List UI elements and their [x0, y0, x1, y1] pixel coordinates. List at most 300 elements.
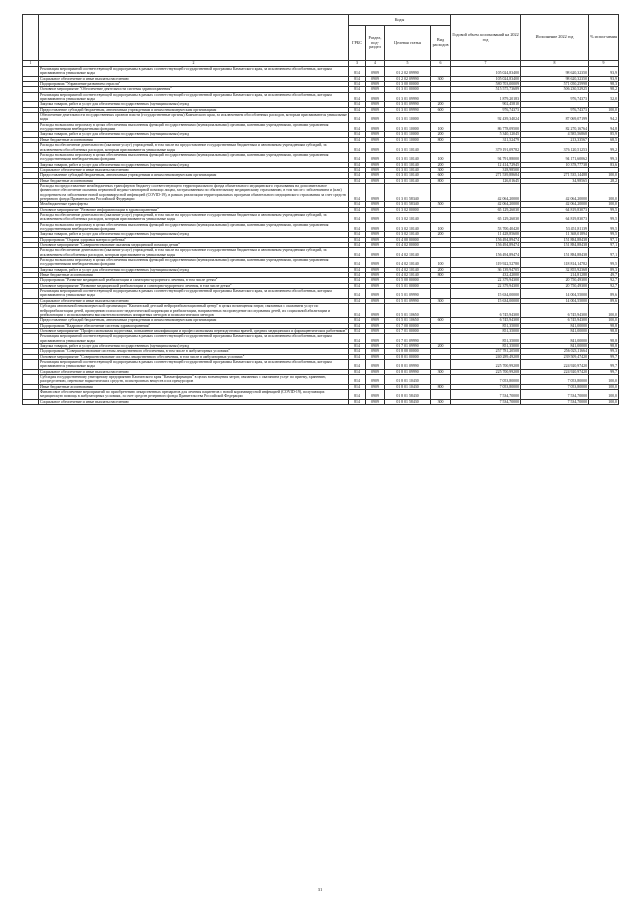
cell-plan: 105 024,83400	[451, 67, 521, 77]
cell-rz: 0909	[366, 289, 385, 299]
cell-name: Социальное обеспечение и иные выплаты населению	[39, 298, 349, 303]
cell-vr: 600	[431, 107, 451, 112]
row-number-cell	[23, 248, 39, 258]
column-number: 9	[589, 61, 619, 67]
cell-rz: 0909	[366, 132, 385, 137]
cell-pct: 99,7	[589, 354, 619, 359]
cell-plan: 11 428,85600	[451, 232, 521, 237]
cell-name: Подпрограмма "Развитие медицинской реабилитации и санаторно-курортного лечения, в том числе детям"	[39, 278, 349, 283]
row-number-cell	[23, 222, 39, 232]
cell-name: Субсидия государственному унитарному предприятию Камчатского края "Камчатфармация" в целях возмещения затрат, связанных с оказанием услуг по приему, хранению, распределению, перевозке наркотических средств, психотропных веществ и их прекурсоров	[39, 374, 349, 384]
cell-plan: 7 534,70000	[451, 399, 521, 404]
cell-vr: 100	[431, 222, 451, 232]
cell-pct: 28,2	[589, 178, 619, 183]
cell-plan: 851,35000	[451, 343, 521, 348]
column-number: 8	[521, 61, 589, 67]
cell-rz: 0909	[366, 258, 385, 268]
cell-cs: 01 3 01 10140	[385, 162, 431, 167]
cell-rz: 0909	[366, 283, 385, 288]
cell-plan: 126,01645	[451, 178, 521, 183]
column-number: 3	[349, 61, 366, 67]
cell-rz: 0909	[366, 359, 385, 369]
row-number-cell	[23, 143, 39, 153]
cell-plan: 86 778,09500	[451, 122, 521, 132]
cell-cs: 01 3 01 00000	[385, 87, 431, 92]
cell-plan: 432,42000	[451, 273, 521, 278]
cell-name: Реализация мероприятий соответствующей подпрограммы в рамках соответствующей государственной программы Камчатского края, за исключением обособленных, которым присваиваются уникальные коды	[39, 359, 349, 369]
cell-vr	[431, 374, 451, 384]
cell-fact: 151 884,88438	[521, 248, 589, 258]
table-row	[23, 67, 619, 77]
cell-grbs: 814	[349, 107, 366, 112]
cell-name: Межбюджетные трансферты	[39, 202, 349, 207]
cell-grbs: 814	[349, 289, 366, 299]
header-blank-name	[39, 15, 349, 61]
cell-grbs: 814	[349, 323, 366, 328]
cell-name: Социальное обеспечение и иные выплаты населению	[39, 399, 349, 404]
table-row	[23, 248, 619, 258]
cell-fact: 53 451,81139	[521, 222, 589, 232]
cell-plan: 7 534,70000	[451, 390, 521, 400]
cell-cs: 01 5 01 09990	[385, 298, 431, 303]
cell-name: Обеспечение деятельности государственных органов власти (государственные органы) Камчатского края, за исключением обособленных расходов, которым присваиваются уникальные коды	[40, 113, 347, 122]
table-row	[23, 304, 619, 318]
cell-name: Основное мероприятие "Совершенствование оказания медицинской помощи детям"	[39, 243, 349, 248]
cell-name: Предоставление субсидий бюджетным, автономным учреждениям и иным некоммерческим организациям	[39, 318, 349, 323]
cell-grbs: 814	[349, 384, 366, 389]
cell-plan: 7 053,80000	[451, 374, 521, 384]
cell-vr	[431, 334, 451, 344]
cell-name: Расходы на обеспечение деятельности (оказание услуг) учреждений, в том числе на предоставление государственным бюджетным и автономным учреждениям субсидий, за исключением обособленных расходов, которым присваиваются уникальные коды	[39, 143, 349, 153]
cell-pct: 99,7	[589, 359, 619, 369]
cell-plan: 379 191,09782	[451, 143, 521, 153]
cell-grbs: 814	[349, 92, 366, 102]
cell-rz: 0909	[366, 334, 385, 344]
cell-plan: 15 634,00000	[451, 298, 521, 303]
cell-cs: 01 3 01 10140	[385, 178, 431, 183]
cell-fact: 841,00000	[521, 334, 589, 344]
cell-vr	[431, 289, 451, 299]
cell-plan: 42 064,20000	[451, 202, 521, 207]
cell-cs: 01 3 01 09990	[385, 92, 431, 102]
cell-fact: 376 120,51253	[521, 143, 589, 153]
cell-rz: 0909	[366, 267, 385, 272]
header-grbs: ГРБС	[349, 26, 366, 61]
cell-fact: 34,98565	[521, 178, 589, 183]
cell-vr: 100	[431, 152, 451, 162]
cell-rz: 0909	[366, 173, 385, 178]
column-number: 7	[451, 61, 521, 67]
cell-plan: 156 494,89474	[451, 243, 521, 248]
cell-cs: 01 5 01 10650	[385, 318, 431, 323]
cell-grbs: 814	[349, 87, 366, 92]
header-codes: Коды	[349, 15, 451, 26]
cell-name: Основное мероприятие "Развитие информатизации в здравоохранении"	[39, 207, 349, 212]
cell-rz: 0909	[366, 369, 385, 374]
cell-pct: 98,8	[589, 323, 619, 328]
cell-pct: 100,0	[589, 107, 619, 112]
cell-pct: 89,6	[589, 289, 619, 299]
cell-grbs: 814	[349, 248, 366, 258]
cell-pct: 98,8	[589, 328, 619, 333]
cell-plan: 6 745,94300	[451, 318, 521, 323]
cell-vr: 800	[431, 384, 451, 389]
cell-pct: 100,0	[589, 202, 619, 207]
cell-vr: 600	[431, 318, 451, 323]
table-row	[23, 399, 619, 404]
cell-plan: 851,35000	[451, 323, 521, 328]
cell-pct: 99,2	[589, 143, 619, 153]
header-vid: Вид расходов	[431, 26, 451, 61]
cell-cs: 01 8 01 09990	[385, 359, 431, 369]
cell-cs: 01 3 01 10000	[385, 113, 431, 123]
page-number: 31	[317, 887, 323, 892]
cell-rz: 0909	[366, 278, 385, 283]
cell-rz: 0909	[366, 399, 385, 404]
cell-pct: 99,3	[589, 349, 619, 354]
cell-cs: 01 2 02 09990	[385, 76, 431, 81]
row-number-cell	[23, 67, 39, 77]
cell-name: Финансовое обеспечение мероприятий по приобретению лекарственных препаратов для лечения пациентов с новой коронавирусной инфекцией (COVID-19), получающих медицинскую помощь в амбулаторных условиях, за счет средств резервного фонда Правительства Российской Федерации	[39, 390, 349, 400]
cell-name: Реализация мероприятий соответствующей подпрограммы в рамках соответствующей государственной программы Камчатского края, за исключением обособленных, которым присваиваются уникальные коды	[39, 92, 349, 102]
header-razdel: Раздел, под-раздел	[366, 26, 385, 61]
header-blank-num	[23, 15, 39, 61]
budget-table	[22, 14, 619, 405]
cell-pct: 99,5	[589, 232, 619, 237]
cell-vr: 200	[431, 267, 451, 272]
cell-grbs: 814	[349, 76, 366, 81]
cell-rz: 0909	[366, 178, 385, 183]
cell-pct: 94,8	[589, 122, 619, 132]
cell-cs: 01 4 00 00000	[385, 237, 431, 242]
row-number-cell	[23, 212, 39, 222]
cell-pct: 98,3	[589, 82, 619, 87]
cell-rz: 0909	[366, 87, 385, 92]
cell-name: Закупка товаров, работ и услуг для обеспечения государственных (муниципальных) нужд	[39, 232, 349, 237]
cell-plan: 271 539,88684	[451, 173, 521, 178]
cell-grbs: 814	[349, 354, 366, 359]
cell-vr: 800	[431, 137, 451, 142]
cell-pct: 100,0	[589, 374, 619, 384]
cell-cs: 01 3 02 10140	[385, 232, 431, 237]
cell-fact: 118 814,14782	[521, 258, 589, 268]
cell-rz: 0909	[366, 384, 385, 389]
cell-fact: 6 745,94300	[521, 304, 589, 318]
cell-rz: 0909	[366, 113, 385, 123]
cell-plan: 65 129,26030	[451, 212, 521, 222]
cell-cs: 01 7 01 00000	[385, 328, 431, 333]
cell-name: Расходы на выплаты персоналу в целях обеспечения выполнения функций государственными (муниципальными) органами, казенными учреждениями, органами управления государственными внебюджетными фондами	[39, 122, 349, 132]
cell-rz: 0909	[366, 323, 385, 328]
cell-pct: 97,1	[589, 248, 619, 258]
cell-fact: 64 819,83073	[521, 212, 589, 222]
table-row	[23, 113, 619, 123]
cell-name: Реализация мероприятий соответствующей подпрограммы в рамках соответствующей государственной программы Камчатского края, за исключением обособленных, которым присваиваются уникальные коды	[39, 289, 349, 299]
cell-pct: 100,0	[589, 318, 619, 323]
cell-rz: 0909	[366, 82, 385, 87]
cell-grbs: 814	[349, 222, 366, 232]
cell-name: Социальное обеспечение и иные выплаты населению	[39, 167, 349, 172]
cell-plan: 65 129,26030	[451, 207, 521, 212]
cell-pct: 89,3	[589, 267, 619, 272]
cell-vr: 600	[431, 173, 451, 178]
cell-grbs: 814	[349, 178, 366, 183]
cell-name: Закупка товаров, работ и услуг для обеспечения государственных (муниципальных) нужд	[39, 267, 349, 272]
cell-plan: 119 922,52780	[451, 258, 521, 268]
cell-rz: 0909	[366, 152, 385, 162]
cell-name: Расходы на обеспечение деятельности (оказание услуг) учреждений, в том числе на предоставление государственным бюджетным и автономным учреждениям субсидий, за исключением обособленных расходов, которым присваиваются уникальные коды	[39, 212, 349, 222]
cell-name: Реализация мероприятий соответствующей подпрограммы в рамках соответствующей государственной программы Камчатского края, за исключением обособленных, которым присваиваются уникальные коды	[39, 334, 349, 344]
cell-name: Подпрограмма "Управление развитием отрасли"	[39, 82, 349, 87]
cell-cs: 01 3 02 10140	[385, 212, 431, 222]
cell-name: Подпрограмма "Совершенствование системы лекарственного обеспечения, в том числе в амбулаторных условиях"	[39, 349, 349, 354]
cell-rz: 0909	[366, 212, 385, 222]
cell-plan: 311,52479	[451, 137, 521, 142]
cell-pct: 100,0	[589, 384, 619, 389]
cell-plan: 580 703,00009	[451, 82, 521, 87]
cell-plan: 15 634,00000	[451, 289, 521, 299]
cell-plan: 36 139,94705	[451, 267, 521, 272]
cell-grbs: 814	[349, 390, 366, 400]
cell-vr: 800	[431, 273, 451, 278]
cell-rz: 0909	[366, 102, 385, 107]
cell-pct: 85,9	[589, 132, 619, 137]
cell-pct: 100,0	[589, 183, 619, 201]
cell-grbs: 814	[349, 359, 366, 369]
cell-name: Основное мероприятие "Профессиональная подготовка, повышение квалификации и профессиональная переподготовка врачей, средних медицинских и фармацевтических работников"	[40, 328, 347, 333]
cell-cs: 01 8 01 09990	[385, 369, 431, 374]
cell-name: Иные бюджетные ассигнования	[39, 273, 349, 278]
cell-rz: 0909	[366, 143, 385, 153]
cell-vr	[431, 113, 451, 123]
cell-fact: 224 920,97420	[521, 359, 589, 369]
column-number: 1	[23, 61, 39, 67]
column-number: 4	[366, 61, 385, 67]
cell-cs: 01 3 01 10140	[385, 152, 431, 162]
cell-fact: 571 050,25998	[521, 82, 589, 87]
header-percent: % испол-нения	[589, 15, 619, 61]
cell-plan: 22 379,94300	[451, 278, 521, 283]
cell-name: Расходы на предоставление межбюджетных трансфертов бюджету соответствующего территориального фонда обязательного медицинского страхования на дополнительное финансовое обеспечение оказания первичной медико-санитарной помощи лицам, застрахованным по обязательному медицинскому страхованию, в том числе с заболеванием и (или) подозрением на заболевание новой коронавирусной инфекцией (COVID-19), в рамках реализации территориальных программ обязательного медицинского страхования за счет средств резервного фонда Правительства Российской Федерации	[39, 183, 349, 201]
cell-grbs: 814	[349, 399, 366, 404]
cell-fact: 224 920,97420	[521, 369, 589, 374]
cell-grbs: 814	[349, 183, 366, 201]
table-row	[23, 258, 619, 268]
cell-plan: 515 575,73689	[451, 87, 521, 92]
cell-plan: 976,74373	[451, 107, 521, 112]
cell-pct: 49,7	[589, 273, 619, 278]
cell-cs: 01 3 02 10140	[385, 222, 431, 232]
cell-plan: 42 064,20000	[451, 183, 521, 201]
cell-pct: 99,5	[589, 222, 619, 232]
cell-rz: 0909	[366, 122, 385, 132]
cell-rz: 0909	[366, 243, 385, 248]
cell-cs: 01 3 01 58340	[385, 183, 431, 201]
cell-cs: 01 4 02 10140	[385, 267, 431, 272]
cell-pct: 92,7	[589, 283, 619, 288]
cell-pct: 52,0	[589, 92, 619, 102]
table-row	[23, 289, 619, 299]
cell-plan: 6 745,94300	[451, 304, 521, 318]
cell-name: Закупка товаров, работ и услуг для обеспечения государственных (муниципальных) нужд	[39, 102, 349, 107]
cell-fact: 94 171,60062	[521, 152, 589, 162]
cell-fact: 98 620,32350	[521, 76, 589, 81]
cell-vr	[431, 92, 451, 102]
cell-fact: 151 884,88438	[521, 243, 589, 248]
cell-cs: 01 8 00 00000	[385, 349, 431, 354]
cell-grbs: 814	[349, 212, 366, 222]
budget-page	[22, 14, 618, 405]
cell-rz: 0909	[366, 298, 385, 303]
cell-grbs: 814	[349, 173, 366, 178]
cell-grbs: 814	[349, 374, 366, 384]
cell-pct: 100,0	[589, 399, 619, 404]
cell-cs: 01 5 00 00000	[385, 278, 431, 283]
cell-name: Субсидия автономной некоммерческой организации "Камчатский детский нейрореабилитационный центр" в целях возмещения затрат, связанных с оказанием услуг по нейрореабилитации детей, проведению психолого-педагогической коррекции и реабилитации, направленных на проведение исследования детей, их социальной абилитации и реабилитации с использованием высокотехнологичных аппаратных методов и психологических методов	[39, 304, 349, 318]
cell-pct: 68,5	[589, 137, 619, 142]
row-number-cell	[23, 183, 39, 201]
cell-cs: 01 3 01 58340	[385, 202, 431, 207]
cell-name: Иные бюджетные ассигнования	[39, 178, 349, 183]
cell-fact: 20 750,49300	[521, 283, 589, 288]
cell-rz: 0909	[366, 273, 385, 278]
cell-cs: 01 7 01 09990	[385, 334, 431, 344]
cell-name: Реализация мероприятий соответствующей подпрограммы в рамках соответствующей государственной программы Камчатского края, за исключением обособленных, которым присваиваются уникальные коды	[39, 67, 349, 77]
cell-vr: 300	[431, 298, 451, 303]
cell-fact: 42 064,20000	[521, 202, 589, 207]
cell-rz: 0909	[366, 318, 385, 323]
row-number-cell	[23, 304, 39, 318]
cell-plan: 851,35000	[451, 328, 521, 333]
cell-pct: 93,9	[589, 67, 619, 77]
cell-fact: 7 053,80000	[521, 384, 589, 389]
cell-pct: 99,5	[589, 212, 619, 222]
cell-vr: 100	[431, 122, 451, 132]
cell-vr	[431, 143, 451, 153]
cell-name: Иные бюджетные ассигнования	[39, 137, 349, 142]
cell-grbs: 814	[349, 167, 366, 172]
cell-cs: 01 8 01 58430	[385, 399, 431, 404]
cell-rz: 0909	[366, 207, 385, 212]
cell-cs: 01 3 01 10140	[385, 143, 431, 153]
cell-vr	[431, 67, 451, 77]
cell-rz: 0909	[366, 202, 385, 207]
table-row	[23, 359, 619, 369]
cell-plan: 902,45810	[451, 102, 521, 107]
cell-cs: 01 4 02 10140	[385, 273, 431, 278]
cell-cs: 01 3 01 10000	[385, 122, 431, 132]
table-row	[23, 374, 619, 384]
cell-vr: 300	[431, 76, 451, 81]
cell-rz: 0909	[366, 76, 385, 81]
cell-plan: 94 791,88000	[451, 152, 521, 162]
cell-fact: 976,74373	[521, 107, 589, 112]
cell-grbs: 814	[349, 143, 366, 153]
cell-rz: 0909	[366, 328, 385, 333]
cell-name: Закупка товаров, работ и услуг для обеспечения государственных (муниципальных) нужд	[39, 343, 349, 348]
cell-cs: 01 4 02 10140	[385, 248, 431, 258]
table-row	[23, 334, 619, 344]
cell-name: Предоставление субсидий бюджетным, автономным учреждениям и иным некоммерческим организациям	[39, 107, 349, 112]
cell-rz: 0909	[366, 107, 385, 112]
cell-cs: 01 5 01 10650	[385, 304, 431, 318]
cell-plan: 240 289,49208	[451, 354, 521, 359]
cell-plan: 53 700,40420	[451, 222, 521, 232]
cell-pct: 99,5	[589, 258, 619, 268]
cell-grbs: 814	[349, 258, 366, 268]
cell-grbs: 814	[349, 273, 366, 278]
cell-vr: 300	[431, 399, 451, 404]
cell-fact: 11 368,01894	[521, 232, 589, 237]
cell-plan: 105 024,83400	[451, 76, 521, 81]
cell-fact: 151 884,88438	[521, 237, 589, 242]
cell-grbs: 814	[349, 162, 366, 167]
cell-cs: 01 5 01 00000	[385, 283, 431, 288]
cell-name: Подпрограмма "Охрана здоровья матери и ребенка"	[39, 237, 349, 242]
cell-grbs: 814	[349, 318, 366, 323]
cell-grbs: 814	[349, 137, 366, 142]
cell-grbs: 814	[349, 67, 366, 77]
table-row	[23, 183, 619, 201]
cell-cs: 01 8 01 10430	[385, 374, 431, 384]
cell-plan: 318,98500	[451, 167, 521, 172]
cell-rz: 0909	[366, 374, 385, 384]
table-row	[23, 92, 619, 102]
cell-grbs: 814	[349, 278, 366, 283]
cell-plan: 257 781,20508	[451, 349, 521, 354]
cell-fact: 42 064,20000	[521, 183, 589, 201]
cell-plan: 7 053,80000	[451, 384, 521, 389]
cell-fact: 7 534,70000	[521, 390, 589, 400]
cell-fact: 14 004,55000	[521, 289, 589, 299]
cell-rz: 0909	[366, 183, 385, 201]
cell-cs: 01 8 01 00000	[385, 354, 431, 359]
cell-cs: 01 3 01 10000	[385, 137, 431, 142]
cell-cs: 01 4 02 10140	[385, 258, 431, 268]
cell-vr: 200	[431, 232, 451, 237]
cell-name: Социальное обеспечение и иные выплаты населению	[39, 76, 349, 81]
cell-name: Закупка товаров, работ и услуг для обеспечения государственных (муниципальных) нужд	[39, 162, 349, 167]
cell-grbs: 814	[349, 369, 366, 374]
cell-cs: 01 3 01 10140	[385, 167, 431, 172]
cell-name: Расходы на выплаты персоналу в целях обеспечения выполнения функций государственными (муниципальными) органами, казенными учреждениями, органами управления государственными внебюджетными фондами	[39, 222, 349, 232]
cell-pct: 98,8	[589, 334, 619, 344]
cell-fact: 64 819,83073	[521, 207, 589, 212]
row-number-cell	[23, 390, 39, 400]
cell-rz: 0909	[366, 349, 385, 354]
header-target: Целевая статья	[385, 26, 431, 61]
cell-pct: 89,6	[589, 298, 619, 303]
column-number: 2	[39, 61, 349, 67]
cell-fact: 98 620,32350	[521, 67, 589, 77]
cell-vr	[431, 183, 451, 201]
cell-vr	[431, 248, 451, 258]
table-row	[23, 122, 619, 132]
cell-grbs: 814	[349, 113, 366, 123]
table-row	[23, 390, 619, 400]
cell-grbs: 814	[349, 243, 366, 248]
cell-fact: 20 750,49300	[521, 278, 589, 283]
cell-grbs: 814	[349, 132, 366, 137]
cell-rz: 0909	[366, 137, 385, 142]
cell-name: Расходы на выплаты персоналу в целях обеспечения выполнения функций государственными (муниципальными) органами, казенными учреждениями, органами управления государственными внебюджетными фондами	[39, 152, 349, 162]
cell-fact: 82 270,16764	[521, 122, 589, 132]
cell-grbs: 814	[349, 267, 366, 272]
table-row	[23, 152, 619, 162]
cell-cs: 01 7 00 00000	[385, 323, 431, 328]
cell-rz: 0909	[366, 162, 385, 167]
table-row	[23, 222, 619, 232]
